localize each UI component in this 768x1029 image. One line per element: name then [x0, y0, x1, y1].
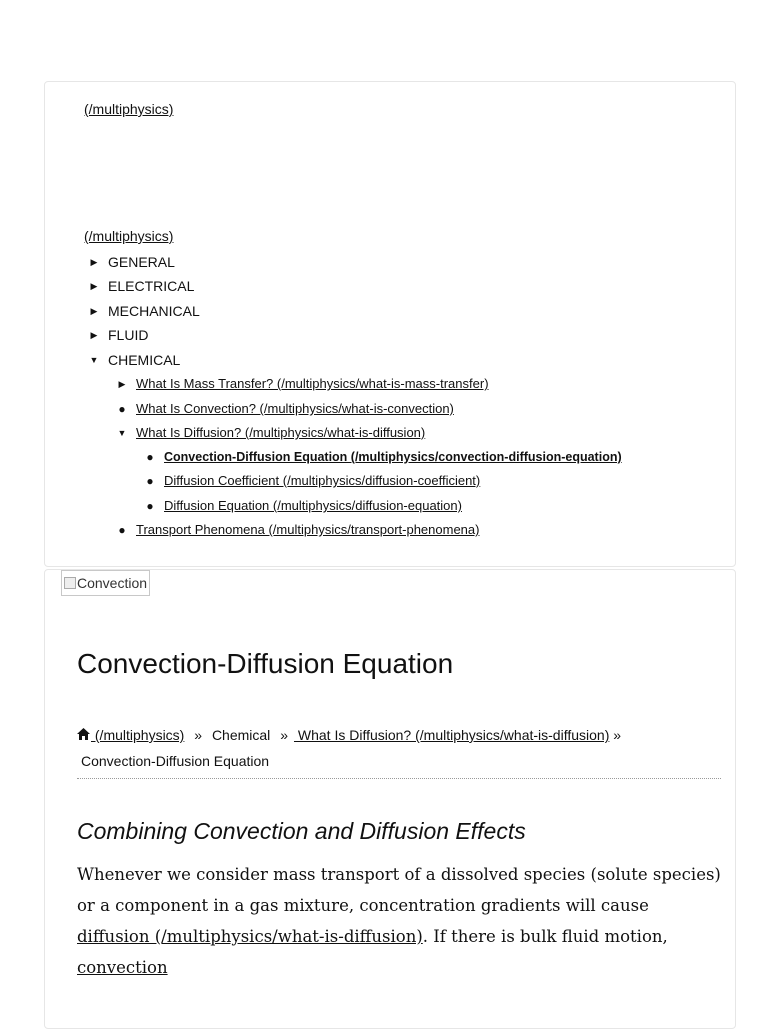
- paragraph-text: . If there is bulk fluid motion,: [422, 927, 668, 946]
- diffusion-equation-link[interactable]: Diffusion Equation (/multiphysics/diffusion-equation): [164, 498, 462, 513]
- caret-right-icon: ▶: [90, 257, 98, 267]
- diffusion-inline-link[interactable]: diffusion (/multiphysics/what-is-diffusion): [77, 927, 423, 946]
- breadcrumb: [77, 722, 721, 774]
- paragraph-text: Whenever we consider mass transport of a dissolved species (solute species) or a component in a gas mixture, concentration gradients will cause: [77, 865, 721, 915]
- multiphysics-link[interactable]: (/multiphysics): [84, 228, 174, 244]
- breadcrumb-separator: »: [280, 727, 288, 743]
- breadcrumb-separator: »: [194, 727, 203, 743]
- caret-down-icon[interactable]: ▼: [117, 428, 127, 438]
- nav-card: [44, 81, 736, 567]
- bullet-icon: ●: [118, 402, 126, 416]
- content-card: [44, 569, 736, 1029]
- section-heading: Combining Convection and Diffusion Effects: [77, 818, 526, 844]
- broken-image-icon: [64, 577, 76, 589]
- convection-image: [61, 570, 150, 596]
- tree-item-label: CHEMICAL: [108, 352, 181, 368]
- convection-inline-link[interactable]: convection: [77, 958, 168, 977]
- caret-right-icon: ▶: [90, 281, 98, 291]
- tree-item-label: ELECTRICAL: [108, 278, 195, 294]
- body-paragraph: [77, 859, 723, 983]
- breadcrumb-chemical: Chemical: [211, 727, 271, 743]
- image-alt-text: Convection: [77, 575, 148, 591]
- bullet-icon: ●: [146, 450, 154, 464]
- multiphysics-home-link[interactable]: (/multiphysics): [84, 101, 174, 117]
- tree-item-label: FLUID: [108, 327, 149, 343]
- caret-down-icon: ▼: [89, 355, 99, 365]
- caret-right-icon: ▶: [90, 306, 98, 316]
- caret-right-icon: ▶: [90, 330, 98, 340]
- breadcrumb-separator: »: [613, 727, 622, 743]
- breadcrumb-home-link[interactable]: (/multiphysics): [91, 727, 185, 743]
- page-title: Convection-Diffusion Equation: [77, 648, 454, 679]
- breadcrumb-diffusion-link[interactable]: What Is Diffusion? (/multiphysics/what-is-diffusion): [293, 727, 610, 743]
- tree-item-label: MECHANICAL: [108, 303, 200, 319]
- convection-diffusion-equation-link[interactable]: Convection-Diffusion Equation (/multiphysics/convection-diffusion-equation): [164, 450, 622, 464]
- bullet-icon: ●: [118, 523, 126, 537]
- divider: [77, 778, 721, 779]
- tree-item-label: GENERAL: [108, 254, 175, 270]
- transport-phenomena-link[interactable]: Transport Phenomena (/multiphysics/transport-phenomena): [136, 522, 480, 537]
- mass-transfer-link[interactable]: What Is Mass Transfer? (/multiphysics/what-is-mass-transfer): [136, 376, 489, 391]
- bullet-icon: ●: [146, 499, 154, 513]
- bullet-icon: ●: [146, 474, 154, 488]
- home-icon[interactable]: [77, 722, 91, 748]
- convection-link[interactable]: What Is Convection? (/multiphysics/what-is-convection): [136, 401, 454, 416]
- diffusion-link[interactable]: What Is Diffusion? (/multiphysics/what-is-diffusion): [136, 425, 426, 440]
- caret-right-icon[interactable]: ▶: [118, 379, 126, 389]
- breadcrumb-current: Convection-Diffusion Equation: [81, 753, 270, 769]
- diffusion-coefficient-link[interactable]: Diffusion Coefficient (/multiphysics/diffusion-coefficient): [164, 473, 481, 488]
